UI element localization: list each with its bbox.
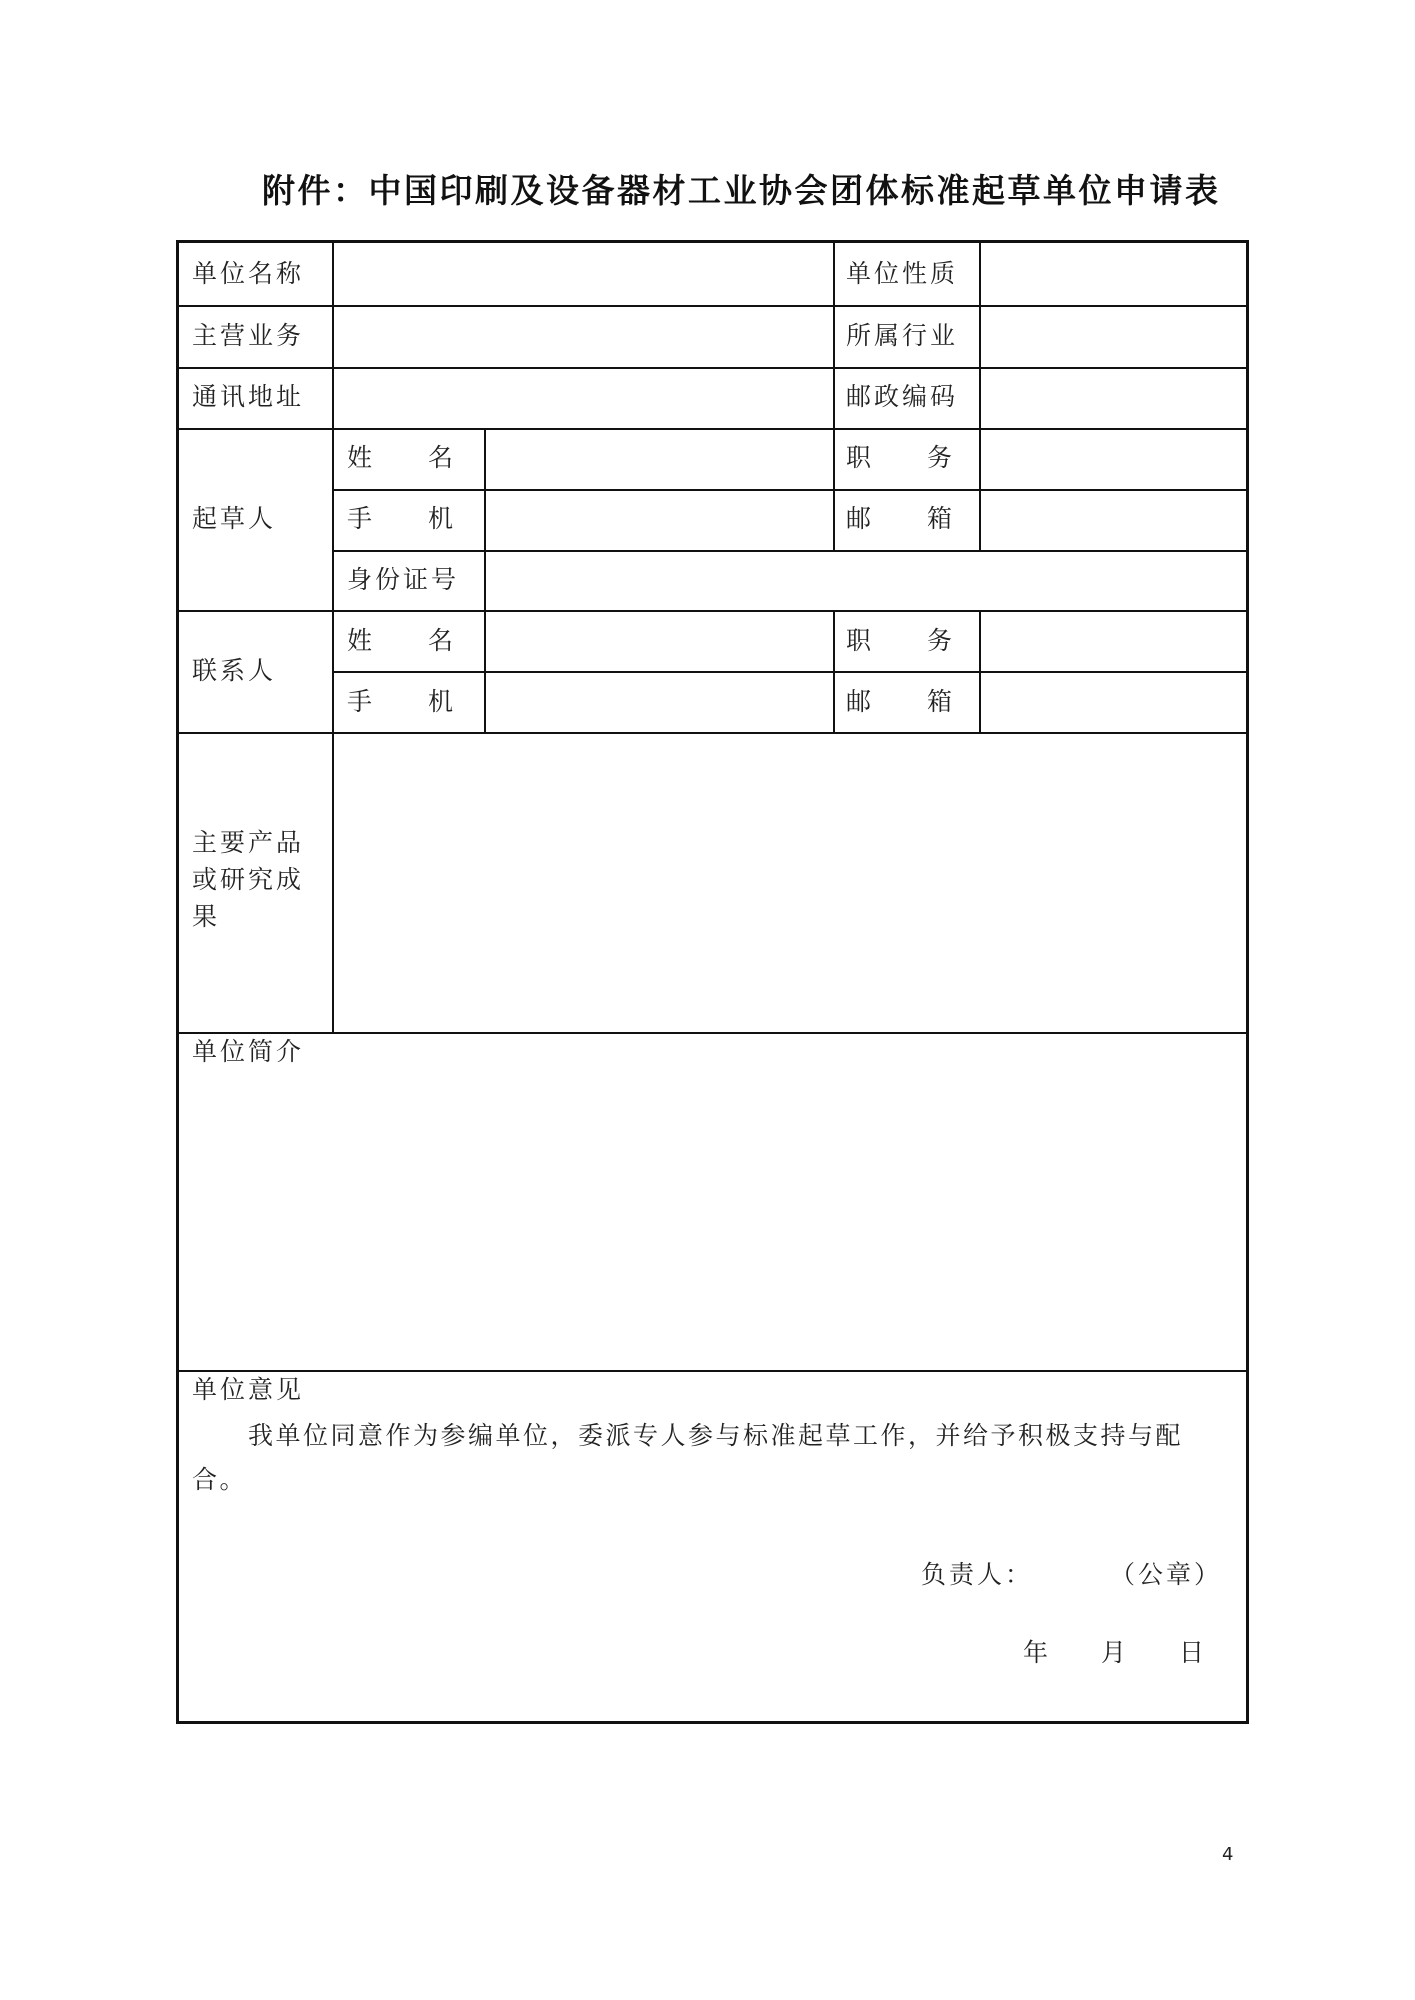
contact-position-field[interactable] [981,612,1246,671]
contact-position-label: 职 务 [846,626,952,655]
contact-mobile-field[interactable] [486,673,833,732]
industry-label: 所属行业 [846,321,959,350]
contact-email-label: 邮 箱 [846,687,952,716]
application-form [176,240,1249,1724]
main-business-field[interactable] [334,307,833,367]
intro-field[interactable] [179,1073,1246,1370]
main-business-label: 主营业务 [192,321,305,350]
year-label: 年 [1023,1638,1052,1667]
page-title: 附件：中国印刷及设备器材工业协会团体标准起草单位申请表 [262,171,1221,210]
unit-nature-label: 单位性质 [846,259,959,288]
unit-name-label: 单位名称 [192,259,305,288]
seal-label: （公章） [1110,1560,1223,1589]
unit-name-field[interactable] [334,243,833,305]
responsible-label: 负责人： [921,1560,1034,1589]
drafter-position-field[interactable] [981,430,1246,489]
postcode-field[interactable] [981,369,1246,428]
products-field[interactable] [334,734,1246,1032]
day-label: 日 [1179,1638,1208,1667]
contact-name-label: 姓 名 [347,626,453,655]
page-number: 4 [1222,1844,1234,1865]
drafter-mobile-label: 手 机 [347,504,453,533]
postcode-label: 邮政编码 [846,382,959,411]
intro-label: 单位简介 [192,1037,305,1066]
drafter-position-label: 职 务 [846,443,952,472]
contact-mobile-label: 手 机 [347,687,453,716]
drafter-name-field[interactable] [486,430,833,489]
drafter-email-label: 邮 箱 [846,504,952,533]
address-field[interactable] [334,369,833,428]
drafter-id-field[interactable] [486,552,1246,610]
responsible-signature-field[interactable] [1044,1553,1104,1597]
drafter-id-label: 身份证号 [347,565,460,594]
address-label: 通讯地址 [192,382,305,411]
opinion-label: 单位意见 [192,1375,305,1404]
contact-label: 联系人 [192,656,277,685]
drafter-label: 起草人 [192,504,277,533]
drafter-email-field[interactable] [981,491,1246,550]
opinion-statement: 我单位同意作为参编单位，委派专人参与标准起草工作，并给予积极支持与配合。 [192,1421,1184,1494]
unit-nature-field[interactable] [981,243,1246,305]
drafter-mobile-field[interactable] [486,491,833,550]
industry-field[interactable] [981,307,1246,367]
month-label: 月 [1101,1638,1130,1667]
drafter-name-label: 姓 名 [347,443,453,472]
products-label: 主要产品或研究成果 [192,828,305,931]
contact-name-field[interactable] [486,612,833,671]
contact-email-field[interactable] [981,673,1246,732]
